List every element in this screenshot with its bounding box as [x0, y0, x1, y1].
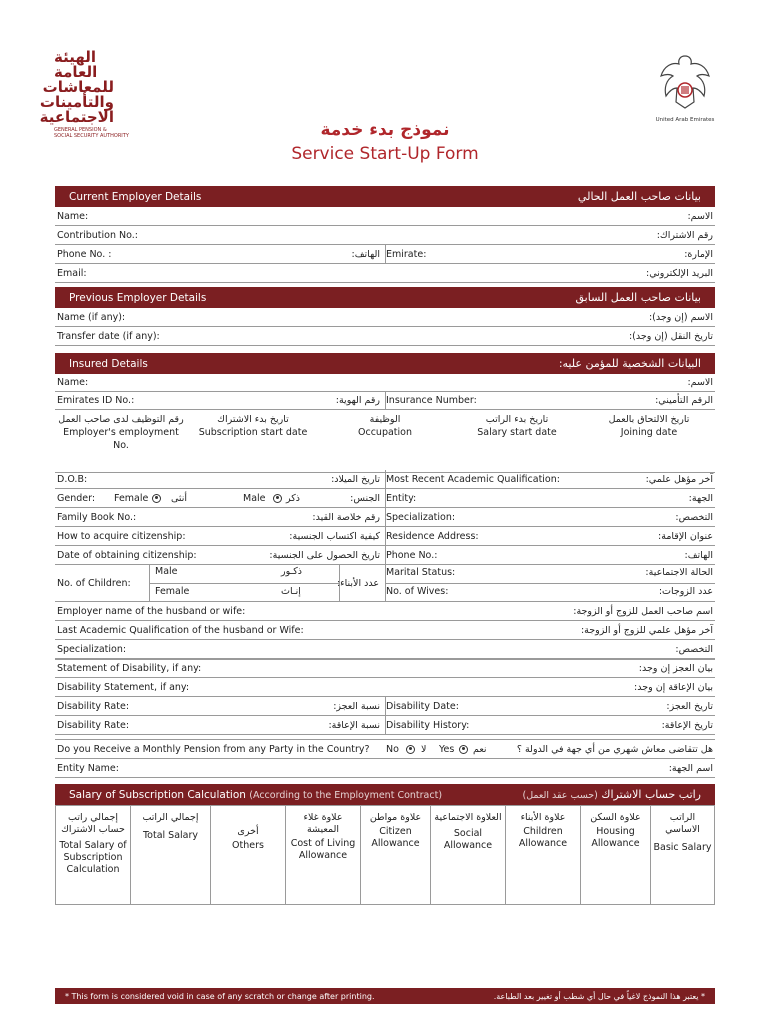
employment-columns	[55, 409, 715, 473]
uae-emblem	[655, 52, 715, 123]
field-previous-employer-name[interactable]: Name (if any): الاسم (إن وجد):	[55, 308, 715, 327]
field-spouse-specialization[interactable]: Specialization: التخصص:	[55, 640, 715, 659]
female-radio[interactable]	[152, 494, 161, 503]
salary-col-cost-of-living[interactable]: علاوة غلاء المعيشة Cost of Living Allowance	[286, 806, 361, 904]
pension-no-radio[interactable]	[406, 745, 415, 754]
gpssa-logo-en: GENERAL PENSION & SOCIAL SECURITY AUTHORITY	[54, 127, 129, 139]
page-title: Service Start-Up Form	[291, 144, 479, 164]
field-disability-rate-history[interactable]: Disability Rate: نسبة الإعاقة: Disability History: تاريخ الإعاقة:	[55, 716, 715, 735]
eagle-icon	[658, 52, 712, 112]
section-header-current-employer: Current Employer Details بيانات صاحب العمل الحالي	[55, 186, 715, 207]
salary-col-total-subscription[interactable]: إجمالي راتب حساب الاشتراك Total Salary of Subscription Calculation	[56, 806, 131, 904]
field-insured-name[interactable]: Name: الاسم:	[55, 374, 715, 392]
field-spouse-employer[interactable]: Employer name of the husband or wife: اسم صاحب العمل للزوج أو الزوجة:	[55, 602, 715, 621]
col-subscription-start[interactable]: تاريخ بدء الاشتراك Subscription start date	[198, 414, 308, 438]
section-header-salary: Salary of Subscription Calculation (According to the Employment Contract) راتب حساب الاشتراك (حسب عقد العمل)	[55, 784, 715, 805]
uae-caption: United Arab Emirates	[655, 117, 715, 123]
field-emirates-id-insurance[interactable]: Emirates ID No.: رقم الهوية: Insurance Number: الرقم التأميني:	[55, 392, 715, 410]
page-title-ar: نموذج بدء خدمة	[320, 120, 450, 140]
field-entity-name[interactable]: Entity Name: اسم الجهة:	[55, 759, 715, 778]
field-disability-statement[interactable]: Statement of Disability, if any: بيان العجز إن وجد:	[55, 659, 715, 678]
field-email[interactable]: Email: البريد الإلكتروني:	[55, 264, 715, 283]
field-phone-emirate[interactable]: Phone No. : الهاتف: Emirate: الإمارة:	[55, 245, 715, 264]
salary-col-children[interactable]: علاوة الأبناء Children Allowance	[506, 806, 581, 904]
field-transfer-date[interactable]: Transfer date (if any): تاريخ النقل (إن وجد):	[55, 327, 715, 346]
field-gender-entity[interactable]: Gender: Female أنثى Male ذكر الجنس: Entity: الجهة:	[55, 489, 715, 508]
field-children-marital[interactable]: No. of Children: Male ذكـور Female إنـاث عدد الأبناء: Marital Status: الحالة الاجتماعية: No. of Wives: عدد الزوجات:	[55, 565, 715, 602]
male-radio[interactable]	[273, 494, 282, 503]
field-dob-qualification[interactable]: D.O.B: تاريخ الميلاد: Most Recent Academic Qualification: آخر مؤهل علمي:	[55, 470, 715, 489]
footer-note: * This form is considered void in case of any scratch or change after printing. * يعتبر هذا النموذج لاغياً في حال أي شطب أو تغيير بعد الطباعة.	[55, 988, 715, 1004]
col-salary-start[interactable]: تاريخ بدء الراتب Salary start date	[477, 414, 557, 438]
field-contribution-no[interactable]: Contribution No.: رقم الاشتراك:	[55, 226, 715, 245]
section-header-insured: Insured Details البيانات الشخصية للمؤمن عليه:	[55, 353, 715, 374]
field-disability-rate-date[interactable]: Disability Rate: نسبة العجز: Disability Date: تاريخ العجز:	[55, 697, 715, 716]
section-header-previous-employer: Previous Employer Details بيانات صاحب العمل السابق	[55, 287, 715, 308]
col-joining-date[interactable]: تاريخ الالتحاق بالعمل Joining date	[608, 414, 690, 438]
salary-col-others[interactable]: أخرى Others	[211, 806, 286, 904]
field-family-book-specialization[interactable]: Family Book No.: رقم خلاصة القيد: Specialization: التخصص:	[55, 508, 715, 527]
field-disability-statement-2[interactable]: Disability Statement, if any: بيان الإعاقة إن وجد:	[55, 678, 715, 697]
field-monthly-pension[interactable]: Do you Receive a Monthly Pension from any Party in the Country? No لا Yes نعم هل تتقاضى معاش شهري من أي جهة في الدولة ؟	[55, 739, 715, 759]
salary-col-basic[interactable]: الراتب الاساسي Basic Salary	[653, 812, 712, 853]
salary-col-citizen[interactable]: علاوة مواطن Citizen Allowance	[361, 806, 431, 904]
gpssa-logo-ar: الهيئة العامة للمعاشات والتأمينات الاجتماعية	[39, 48, 114, 126]
field-citizenship-date-phone[interactable]: Date of obtaining citizenship: تاريخ الحصول على الجنسية: Phone No.: الهاتف:	[55, 546, 715, 565]
col-occupation[interactable]: الوظيفة Occupation	[358, 414, 412, 438]
salary-col-housing[interactable]: علاوة السكن Housing Allowance	[581, 806, 651, 904]
salary-col-social[interactable]: العلاوة الاجتماعية Social Allowance	[431, 806, 506, 904]
field-spouse-qualification[interactable]: Last Academic Qualification of the husband or Wife: آخر مؤهل علمي للزوج أو الزوجة:	[55, 621, 715, 640]
field-current-employer-name[interactable]: Name: الاسم:	[55, 207, 715, 226]
field-citizenship-residence[interactable]: How to acquire citizenship: كيفية اكتساب الجنسية: Residence Address: عنوان الإقامة:	[55, 527, 715, 546]
salary-table	[55, 805, 715, 905]
salary-col-total[interactable]: إجمالي الراتب Total Salary	[131, 806, 211, 904]
pension-yes-radio[interactable]	[459, 745, 468, 754]
col-employment-no[interactable]: رقم التوظيف لدى صاحب العمل Employer's employment No.	[58, 414, 184, 451]
